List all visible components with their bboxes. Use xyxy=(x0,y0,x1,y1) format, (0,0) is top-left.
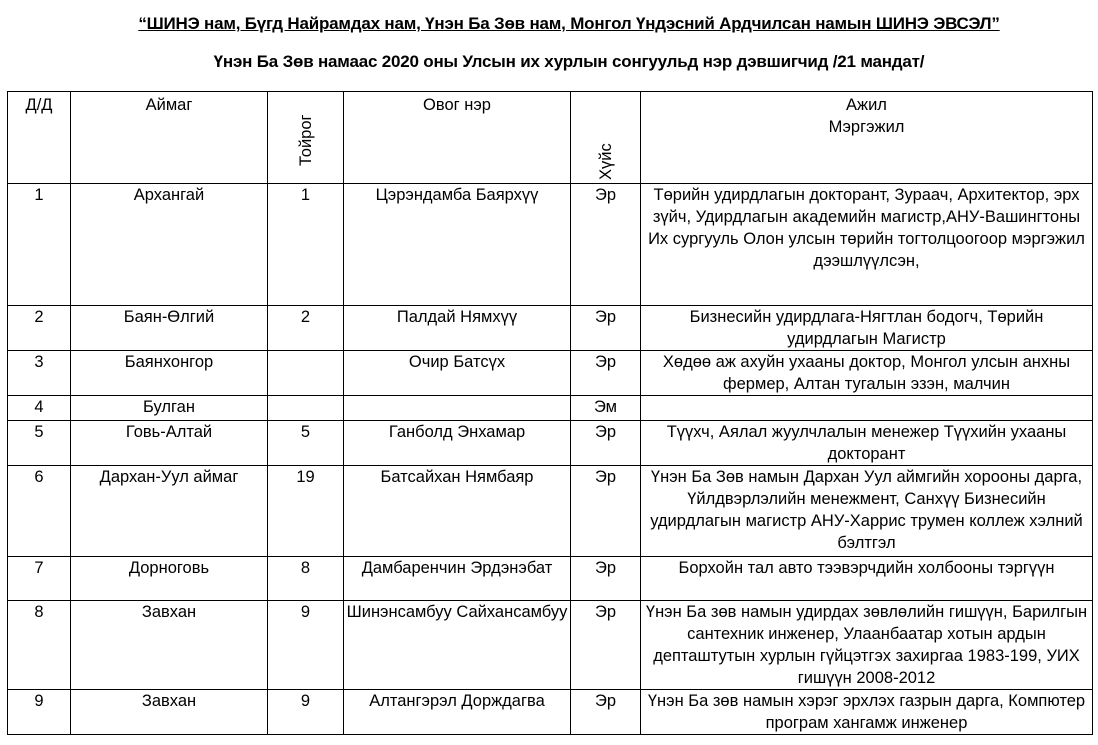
table-row xyxy=(8,396,1093,421)
cell-aimag: Дорноговь xyxy=(71,557,268,601)
header-job-line1: Ажил xyxy=(846,96,887,114)
table-row xyxy=(8,306,1093,351)
candidates-table xyxy=(7,91,1093,735)
cell-huis: Эр xyxy=(571,306,641,351)
cell-huis: Эр xyxy=(571,351,641,396)
cell-num: 2 xyxy=(8,306,71,351)
header-huis xyxy=(571,92,641,184)
cell-job xyxy=(641,396,1093,421)
cell-num: 3 xyxy=(8,351,71,396)
cell-huis: Эр xyxy=(571,690,641,735)
cell-aimag: Баянхонгор xyxy=(71,351,268,396)
cell-num: 5 xyxy=(8,421,71,466)
header-toirog xyxy=(268,92,344,184)
cell-aimag: Завхан xyxy=(71,601,268,690)
table-header-row xyxy=(8,92,1093,184)
cell-job: Төрийн удирдлагын докторант, Зураач, Архитектор, эрх зүйч, Удирдлагын академийн магистр,АНУ-Вашингтоны Их сургууль Олон улсын төрийн тогтолцоогоор мэргэжил дээшлүүлсэн, xyxy=(641,184,1093,306)
cell-num: 7 xyxy=(8,557,71,601)
cell-num: 6 xyxy=(8,466,71,557)
cell-job: Үнэн Ба зөв намын удирдах зөвлөлийн гишүүн, Барилгын сантехник инженер, Улаанбаатар хотын ардын депташтутын хурлын гүйцэтгэх захиргаа 1983-199, УИХ гишүүн 2008-2012 xyxy=(641,601,1093,690)
cell-name: Батсайхан Нямбаяр xyxy=(344,466,571,557)
cell-name: Ганболд Энхамар xyxy=(344,421,571,466)
table-row xyxy=(8,690,1093,735)
header-name: Овог нэр xyxy=(344,92,571,184)
cell-huis: Эр xyxy=(571,466,641,557)
cell-huis: Эр xyxy=(571,184,641,306)
cell-num: 9 xyxy=(8,690,71,735)
table-row xyxy=(8,466,1093,557)
cell-num: 1 xyxy=(8,184,71,306)
cell-huis: Эр xyxy=(571,557,641,601)
header-aimag: Аймаг xyxy=(71,92,268,184)
cell-name: Дамбаренчин Эрдэнэбат xyxy=(344,557,571,601)
cell-name: Алтангэрэл Дорждагва xyxy=(344,690,571,735)
cell-name: Шинэнсамбуу Сайхансамбуу xyxy=(344,601,571,690)
cell-num: 8 xyxy=(8,601,71,690)
cell-toirog: 8 xyxy=(268,557,344,601)
document-title xyxy=(0,14,1098,34)
cell-name: Очир Батсүх xyxy=(344,351,571,396)
header-job xyxy=(641,92,1093,184)
cell-toirog: 1 xyxy=(268,184,344,306)
cell-aimag: Говь-Алтай xyxy=(71,421,268,466)
cell-name: Палдай Нямхүү xyxy=(344,306,571,351)
document-title-text: “ШИНЭ нам, Бүгд Найрамдах нам, Үнэн Ба Зөв нам, Монгол Үндэсний Ардчилсан намын ШИНЭ ЭВСЭЛ” xyxy=(138,14,1000,33)
cell-aimag: Баян-Өлгий xyxy=(71,306,268,351)
cell-job: Бизнесийн удирдлага-Нягтлан бодогч, Төрийн удирдлагын Магистр xyxy=(641,306,1093,351)
cell-aimag: Завхан xyxy=(71,690,268,735)
table-row xyxy=(8,421,1093,466)
cell-toirog: 5 xyxy=(268,421,344,466)
cell-aimag: Булган xyxy=(71,396,268,421)
cell-huis: Эр xyxy=(571,421,641,466)
cell-toirog: 2 xyxy=(268,306,344,351)
document-subtitle xyxy=(0,52,1098,72)
cell-aimag: Дархан-Уул аймаг xyxy=(71,466,268,557)
table-row xyxy=(8,601,1093,690)
document-subtitle-text: Үнэн Ба Зөв намаас 2020 оны Улсын их хурлын сонгуульд нэр дэвшигчид /21 мандат/ xyxy=(213,52,925,71)
cell-toirog: 9 xyxy=(268,690,344,735)
cell-job: Борхойн тал авто тээвэрчдийн холбооны тэргүүн xyxy=(641,557,1093,601)
cell-name: Цэрэндамба Баярхүү xyxy=(344,184,571,306)
cell-job: Хөдөө аж ахуйн ухааны доктор, Монгол улсын анхны фермер, Алтан тугалын эзэн, малчин xyxy=(641,351,1093,396)
table-row xyxy=(8,351,1093,396)
cell-toirog xyxy=(268,351,344,396)
cell-toirog: 19 xyxy=(268,466,344,557)
cell-aimag: Архангай xyxy=(71,184,268,306)
header-num: Д/Д xyxy=(8,92,71,184)
cell-job: Үнэн Ба зөв намын хэрэг эрхлэх газрын дарга, Компютер програм хангамж инженер xyxy=(641,690,1093,735)
cell-name xyxy=(344,396,571,421)
header-job-line2: Мэргэжил xyxy=(828,118,905,136)
cell-job: Түүхч, Аялал жуулчлалын менежер Түүхийн ухааны докторант xyxy=(641,421,1093,466)
header-toirog-text: Тойрог xyxy=(296,114,315,166)
table-row xyxy=(8,184,1093,306)
cell-toirog xyxy=(268,396,344,421)
header-huis-text: Хүйс xyxy=(596,143,615,180)
cell-huis: Эм xyxy=(571,396,641,421)
cell-job: Үнэн Ба Зөв намын Дархан Уул аймгийн хорооны дарга, Үйлдвэрлэлийн менежмент, Санхүү Бизнесийн удирдлагын магистр АНУ-Харрис трумен коллеж хэлний бэлтгэл xyxy=(641,466,1093,557)
cell-num: 4 xyxy=(8,396,71,421)
cell-toirog: 9 xyxy=(268,601,344,690)
table-row xyxy=(8,557,1093,601)
cell-huis: Эр xyxy=(571,601,641,690)
